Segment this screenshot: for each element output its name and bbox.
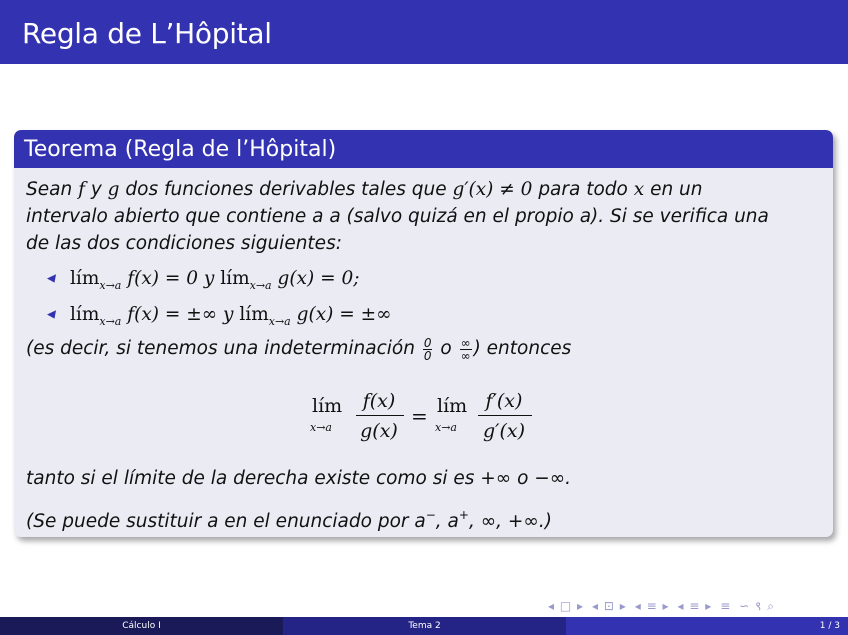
text-sean: Sean <box>26 179 79 200</box>
cond-expr: f(x) = 0 <box>121 268 199 289</box>
formula-equals: = <box>411 404 428 428</box>
theorem-line-3: de las dos condiciones siguientes: <box>26 233 342 254</box>
var-f: f <box>78 179 85 200</box>
nav-section-icon[interactable]: ◂ ≡ ▸ <box>634 599 670 613</box>
theorem-block <box>14 130 833 537</box>
cond-y: y <box>198 268 221 289</box>
nav-subsection-icon[interactable]: ◂ ⊡ ▸ <box>592 599 627 613</box>
conclusion-line-1: tanto si el límite de la derecha existe como si es +∞ o −∞. <box>26 468 572 489</box>
formula-num-right: f′(x) <box>485 390 523 412</box>
bullet-icon <box>47 310 59 321</box>
frac-den: 0 <box>423 348 432 363</box>
fraction-zero-zero <box>423 337 433 362</box>
lim-label: lím <box>70 304 100 325</box>
expr-gprime: g′(x) ≠ 0 <box>452 179 533 200</box>
bullet-icon <box>47 274 59 285</box>
slide-header <box>0 0 848 64</box>
condition-item <box>26 297 823 333</box>
formula-den-right: g′(x) <box>482 420 526 442</box>
page-number: 1 / 3 <box>819 621 840 631</box>
frac-den: ∞ <box>460 348 471 363</box>
text-y: y <box>84 179 108 200</box>
conclusion-text: , ∞, +∞.) <box>468 511 552 532</box>
cond-y: y <box>217 304 240 325</box>
lhopital-formula <box>14 388 833 448</box>
cond-expr: f(x) = ±∞ <box>121 304 218 325</box>
conclusion-text: (Se puede sustituir a en el enunciado por a <box>26 511 426 532</box>
theorem-conclusion <box>26 460 826 537</box>
fraction-inf-inf <box>460 337 472 362</box>
lim-label: lím <box>239 304 269 325</box>
theorem-title: Teorema (Regla de l’Hôpital) <box>14 130 833 168</box>
slide-footer <box>0 617 848 635</box>
indet-o: o <box>434 338 458 359</box>
slide-title: Regla de L’Hôpital <box>22 17 272 50</box>
frac-num: ∞ <box>460 335 471 350</box>
lim-label: lím <box>220 268 250 289</box>
lim-label: lím <box>70 268 100 289</box>
beamer-navigation[interactable] <box>548 597 783 614</box>
indet-suffix: ) entonces <box>473 338 572 359</box>
lim-sub: x→a <box>99 315 122 328</box>
cond-expr: g(x) = ±∞ <box>290 304 392 325</box>
sup-minus: − <box>425 508 436 522</box>
fraction-bar <box>478 415 532 416</box>
indeterminacy-line <box>26 335 823 362</box>
text-dos-funciones: dos funciones derivables tales que <box>119 179 453 200</box>
lim-sub: x→a <box>249 279 272 292</box>
formula-lim-left: lím <box>312 395 343 417</box>
theorem-body <box>14 168 833 362</box>
fraction-bar <box>356 415 404 416</box>
indet-prefix: (es decir, si tenemos una indeterminación <box>26 338 421 359</box>
footer-topic: Tema 2 <box>283 617 566 635</box>
frac-num: 0 <box>423 335 432 350</box>
formula-lim-right-sub: x→a <box>435 421 457 434</box>
conclusion-line-2 <box>26 497 826 537</box>
nav-align-icon[interactable]: ≡ <box>720 599 732 613</box>
cond-expr: g(x) = 0; <box>271 268 360 289</box>
conclusion-text: , a <box>435 511 459 532</box>
var-x: x <box>633 179 645 200</box>
footer-page <box>566 617 848 635</box>
theorem-line-2: intervalo abierto que contiene a a (salvo quizá en el propio a). Si se verifica una <box>26 206 769 227</box>
text-en-un: en un <box>644 179 703 200</box>
condition-item <box>26 261 823 297</box>
theorem-line-1 <box>26 176 823 203</box>
formula-num-left: f(x) <box>362 390 396 412</box>
sup-plus: + <box>458 508 469 522</box>
nav-doc-icon[interactable]: ◂ ≡ ▸ <box>677 599 713 613</box>
formula-lim-right: lím <box>437 395 468 417</box>
var-g: g <box>107 179 120 200</box>
text-para-todo: para todo <box>532 179 634 200</box>
nav-search-icon[interactable]: ∽ ९ ⌕ <box>739 599 775 613</box>
formula-den-left: g(x) <box>360 420 398 442</box>
lim-sub: x→a <box>99 279 122 292</box>
nav-frame-icon[interactable]: ◂ □ ▸ <box>548 599 585 613</box>
conditions-list <box>26 261 823 333</box>
footer-course: Cálculo I <box>0 617 283 635</box>
lim-sub: x→a <box>268 315 291 328</box>
formula-lim-left-sub: x→a <box>310 421 332 434</box>
